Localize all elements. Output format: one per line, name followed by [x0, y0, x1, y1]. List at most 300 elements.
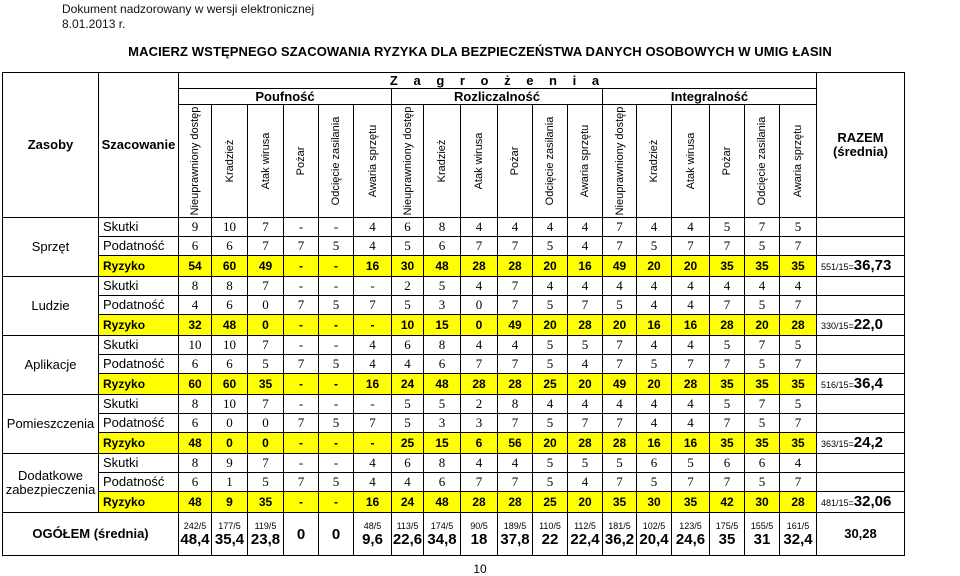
- matrix-value-cell: 20: [637, 256, 672, 277]
- matrix-value-cell: -: [284, 395, 319, 414]
- average-fraction: 123/5: [679, 520, 702, 531]
- matrix-value-cell: 5: [745, 296, 780, 315]
- matrix-value-cell: 7: [710, 355, 745, 374]
- matrix-value-cell: 7: [498, 355, 533, 374]
- matrix-value-cell: -: [319, 336, 354, 355]
- matrix-value-cell: 5: [533, 336, 568, 355]
- total-value: 32,06: [853, 492, 892, 510]
- matrix-value-cell: 5: [533, 414, 568, 433]
- asset-row-podatnosc: [3, 296, 905, 315]
- matrix-value-cell: 7: [354, 296, 392, 315]
- matrix-value-cell: 20: [533, 315, 568, 336]
- row-total-cell: [817, 433, 905, 454]
- overall-column-average: [461, 513, 498, 556]
- matrix-value-cell: 42: [710, 492, 745, 513]
- matrix-value-cell: 24: [392, 492, 424, 513]
- threat-name: Atak wirusa: [473, 132, 485, 190]
- matrix-value-cell: 4: [745, 277, 780, 296]
- matrix-value-cell: 5: [745, 237, 780, 256]
- matrix-value-cell: 4: [461, 277, 498, 296]
- matrix-value-cell: 8: [212, 277, 248, 296]
- threat-name: Atak wirusa: [259, 132, 272, 190]
- asset-name: Pomieszczenia: [3, 395, 99, 454]
- matrix-value-cell: 7: [284, 414, 319, 433]
- row-total-cell: [817, 277, 905, 296]
- threat-name: Pożar: [509, 146, 521, 176]
- matrix-value-cell: 5: [672, 454, 710, 473]
- matrix-value-cell: 5: [533, 355, 568, 374]
- matrix-value-cell: 16: [672, 433, 710, 454]
- average-fraction: 113/5: [396, 520, 419, 531]
- threat-column-header: [354, 105, 392, 218]
- matrix-value-cell: -: [319, 218, 354, 237]
- matrix-value-cell: 4: [354, 336, 392, 355]
- matrix-value-cell: 4: [568, 218, 603, 237]
- matrix-value-cell: 7: [710, 473, 745, 492]
- matrix-value-cell: 1: [212, 473, 248, 492]
- matrix-value-cell: 5: [533, 237, 568, 256]
- average-fraction: 119/5: [254, 520, 277, 531]
- matrix-value-cell: 7: [780, 414, 817, 433]
- row-total-cell: [817, 454, 905, 473]
- matrix-value-cell: 48: [179, 433, 212, 454]
- matrix-value-cell: 28: [780, 315, 817, 336]
- overall-column-average: [710, 513, 745, 556]
- matrix-value-cell: -: [284, 374, 319, 395]
- total-fraction: 516/15=: [821, 379, 854, 390]
- matrix-value-cell: 15: [424, 315, 461, 336]
- matrix-value-cell: 20: [533, 433, 568, 454]
- matrix-value-cell: 5: [319, 355, 354, 374]
- matrix-value-cell: -: [319, 374, 354, 395]
- matrix-value-cell: 6: [424, 237, 461, 256]
- matrix-value-cell: 25: [533, 492, 568, 513]
- threat-column-header: [212, 105, 248, 218]
- average-value: 48,4: [180, 530, 210, 548]
- matrix-value-cell: 20: [745, 315, 780, 336]
- matrix-value-cell: 7: [498, 277, 533, 296]
- matrix-value-cell: 7: [672, 237, 710, 256]
- matrix-value-cell: 35: [780, 374, 817, 395]
- matrix-value-cell: 5: [392, 237, 424, 256]
- matrix-value-cell: 2: [392, 277, 424, 296]
- matrix-value-cell: 7: [672, 355, 710, 374]
- matrix-value-cell: 7: [710, 237, 745, 256]
- average-value: 36,2: [604, 530, 635, 548]
- threat-name: Pożar: [295, 146, 307, 176]
- threat-column-header: [461, 105, 498, 218]
- matrix-value-cell: -: [354, 395, 392, 414]
- threat-name: Nieuprawniony dostęp: [189, 106, 201, 216]
- row-total-cell: [817, 414, 905, 433]
- matrix-value-cell: -: [284, 492, 319, 513]
- matrix-value-cell: 4: [392, 473, 424, 492]
- matrix-value-cell: 35: [780, 433, 817, 454]
- matrix-value-cell: 4: [354, 218, 392, 237]
- matrix-value-cell: 16: [672, 315, 710, 336]
- matrix-value-cell: 3: [424, 296, 461, 315]
- total-value: 24,2: [853, 433, 883, 451]
- matrix-value-cell: 4: [354, 237, 392, 256]
- matrix-value-cell: 5: [392, 414, 424, 433]
- matrix-value-cell: 7: [461, 237, 498, 256]
- matrix-value-cell: 28: [603, 433, 637, 454]
- matrix-value-cell: 10: [212, 336, 248, 355]
- row-total-cell: [817, 336, 905, 355]
- matrix-value-cell: 35: [248, 374, 284, 395]
- threat-name: Atak wirusa: [684, 132, 697, 190]
- matrix-value-cell: 20: [533, 256, 568, 277]
- matrix-value-cell: 5: [319, 237, 354, 256]
- threat-name: Nieuprawniony dostęp: [401, 106, 414, 216]
- threat-column-header: [533, 105, 568, 218]
- matrix-value-cell: 48: [179, 492, 212, 513]
- matrix-value-cell: 5: [745, 414, 780, 433]
- matrix-value-cell: 4: [672, 277, 710, 296]
- row-total-cell: [817, 492, 905, 513]
- matrix-value-cell: 35: [745, 374, 780, 395]
- total-fraction: 330/15=: [821, 320, 854, 331]
- matrix-value-cell: 7: [780, 355, 817, 374]
- matrix-value-cell: 35: [710, 256, 745, 277]
- matrix-value-cell: 4: [568, 237, 603, 256]
- overall-column-average: [745, 513, 780, 556]
- threat-group-0: Poufność: [179, 89, 392, 105]
- matrix-value-cell: 0: [248, 414, 284, 433]
- matrix-value-cell: 10: [212, 395, 248, 414]
- matrix-value-cell: 10: [392, 315, 424, 336]
- matrix-value-cell: 4: [672, 336, 710, 355]
- matrix-value-cell: 5: [637, 237, 672, 256]
- matrix-value-cell: 6: [179, 355, 212, 374]
- overall-average-row: [3, 513, 905, 556]
- matrix-value-cell: -: [319, 492, 354, 513]
- matrix-value-cell: 4: [672, 395, 710, 414]
- matrix-value-cell: 5: [710, 395, 745, 414]
- average-fraction: 174/5: [430, 520, 454, 531]
- matrix-value-cell: 5: [248, 473, 284, 492]
- matrix-value-cell: -: [354, 433, 392, 454]
- matrix-value-cell: 4: [780, 454, 817, 473]
- matrix-value-cell: 7: [284, 296, 319, 315]
- overall-column-average: [672, 513, 710, 556]
- matrix-value-cell: 8: [179, 454, 212, 473]
- matrix-value-cell: 6: [179, 414, 212, 433]
- matrix-value-cell: 5: [392, 296, 424, 315]
- measure-label: Skutki: [99, 218, 179, 237]
- threat-name: Pożar: [721, 146, 733, 176]
- matrix-value-cell: 35: [603, 492, 637, 513]
- matrix-value-cell: 5: [533, 296, 568, 315]
- matrix-value-cell: 48: [424, 256, 461, 277]
- asset-name: Aplikacje: [3, 336, 99, 395]
- matrix-value-cell: 5: [780, 395, 817, 414]
- threat-name: Odcięcie zasilania: [330, 116, 342, 206]
- matrix-value-cell: 4: [533, 218, 568, 237]
- overall-column-average: [319, 513, 354, 556]
- matrix-value-cell: 5: [248, 355, 284, 374]
- matrix-value-cell: -: [284, 256, 319, 277]
- assessment-header: Szacowanie: [99, 73, 179, 218]
- matrix-value-cell: 7: [780, 473, 817, 492]
- threat-name: Kradzież: [223, 139, 236, 183]
- matrix-value-cell: 7: [248, 237, 284, 256]
- matrix-value-cell: 4: [533, 277, 568, 296]
- matrix-value-cell: 4: [533, 395, 568, 414]
- matrix-value-cell: -: [319, 454, 354, 473]
- average-value: 22: [541, 530, 559, 548]
- measure-label: Podatność: [99, 296, 179, 315]
- matrix-value-cell: -: [284, 454, 319, 473]
- matrix-value-cell: 20: [637, 374, 672, 395]
- matrix-value-cell: 28: [568, 315, 603, 336]
- matrix-value-cell: 5: [745, 355, 780, 374]
- row-total-cell: [817, 355, 905, 374]
- matrix-value-cell: 4: [498, 218, 533, 237]
- matrix-value-cell: 0: [248, 433, 284, 454]
- average-fraction: 155/5: [750, 520, 774, 531]
- average-value: 22,4: [570, 530, 600, 548]
- matrix-value-cell: 4: [461, 218, 498, 237]
- overall-column-average: [354, 513, 392, 556]
- overall-column-average: [392, 513, 424, 556]
- matrix-value-cell: 60: [212, 256, 248, 277]
- average-fraction: 242/5: [183, 520, 207, 531]
- asset-row-ryzyko: [3, 315, 905, 336]
- matrix-value-cell: 9: [179, 218, 212, 237]
- matrix-value-cell: 28: [568, 433, 603, 454]
- overall-label: OGÓŁEM (średnia): [3, 513, 179, 556]
- total-fraction: 363/15=: [821, 438, 854, 449]
- matrix-value-cell: 0: [248, 315, 284, 336]
- document-status-note: [62, 2, 314, 32]
- average-value: 35,4: [214, 530, 245, 548]
- matrix-value-cell: 7: [672, 473, 710, 492]
- matrix-value-cell: 10: [179, 336, 212, 355]
- matrix-value-cell: 35: [710, 433, 745, 454]
- measure-label: Podatność: [99, 414, 179, 433]
- measure-label: Skutki: [99, 395, 179, 414]
- asset-row-podatnosc: [3, 473, 905, 492]
- matrix-value-cell: 6: [637, 454, 672, 473]
- matrix-value-cell: 5: [424, 277, 461, 296]
- matrix-value-cell: 4: [354, 454, 392, 473]
- asset-row-ryzyko: [3, 256, 905, 277]
- matrix-value-cell: 8: [424, 218, 461, 237]
- status-line-2: 8.01.2013 r.: [62, 17, 126, 31]
- overall-column-average: [780, 513, 817, 556]
- matrix-value-cell: 35: [745, 433, 780, 454]
- matrix-value-cell: 7: [498, 414, 533, 433]
- matrix-value-cell: -: [284, 315, 319, 336]
- matrix-value-cell: 16: [354, 374, 392, 395]
- matrix-value-cell: 0: [461, 315, 498, 336]
- matrix-value-cell: 4: [637, 414, 672, 433]
- matrix-value-cell: -: [284, 218, 319, 237]
- matrix-value-cell: 7: [498, 237, 533, 256]
- average-value: 37,8: [500, 530, 530, 548]
- matrix-value-cell: 4: [672, 414, 710, 433]
- measure-label: Ryzyko: [99, 315, 179, 336]
- asset-name: Ludzie: [3, 277, 99, 336]
- matrix-value-cell: 56: [498, 433, 533, 454]
- overall-column-average: [284, 513, 319, 556]
- threats-header: Z a g r o ż e n i a: [179, 73, 817, 89]
- matrix-value-cell: 5: [780, 218, 817, 237]
- overall-column-average: [212, 513, 248, 556]
- matrix-value-cell: 20: [603, 315, 637, 336]
- matrix-value-cell: 5: [319, 414, 354, 433]
- matrix-value-cell: 4: [710, 277, 745, 296]
- matrix-value-cell: 5: [603, 454, 637, 473]
- average-fraction: 181/5: [608, 520, 631, 531]
- matrix-value-cell: 16: [354, 256, 392, 277]
- matrix-value-cell: 4: [637, 296, 672, 315]
- measure-label: Ryzyko: [99, 256, 179, 277]
- overall-column-average: [179, 513, 212, 556]
- asset-row-ryzyko: [3, 374, 905, 395]
- matrix-value-cell: 8: [498, 395, 533, 414]
- row-total-cell: [817, 237, 905, 256]
- matrix-value-cell: 16: [568, 256, 603, 277]
- matrix-value-cell: 28: [780, 492, 817, 513]
- total-fraction: 481/15=: [821, 497, 854, 508]
- matrix-value-cell: 4: [637, 395, 672, 414]
- matrix-value-cell: 7: [248, 218, 284, 237]
- threat-column-header: [710, 105, 745, 218]
- matrix-value-cell: 4: [354, 355, 392, 374]
- matrix-value-cell: 5: [637, 355, 672, 374]
- matrix-value-cell: 0: [212, 433, 248, 454]
- matrix-value-cell: 0: [248, 296, 284, 315]
- matrix-value-cell: 4: [568, 395, 603, 414]
- matrix-value-cell: 60: [179, 374, 212, 395]
- matrix-value-cell: 7: [710, 296, 745, 315]
- matrix-value-cell: 9: [212, 492, 248, 513]
- matrix-value-cell: 7: [780, 296, 817, 315]
- matrix-value-cell: 7: [780, 237, 817, 256]
- average-fraction: 48/5: [363, 520, 382, 531]
- threat-name: Kradzież: [436, 139, 448, 183]
- measure-label: Podatność: [99, 473, 179, 492]
- average-value: 24,6: [675, 530, 706, 548]
- matrix-value-cell: 16: [637, 315, 672, 336]
- matrix-value-cell: 6: [212, 237, 248, 256]
- threat-name: Awaria sprzętu: [792, 124, 804, 198]
- matrix-value-cell: 0: [461, 296, 498, 315]
- row-total-cell: [817, 374, 905, 395]
- matrix-value-cell: 6: [745, 454, 780, 473]
- matrix-value-cell: 6: [212, 355, 248, 374]
- asset-name: Sprzęt: [3, 218, 99, 277]
- matrix-value-cell: 48: [424, 374, 461, 395]
- matrix-value-cell: -: [319, 277, 354, 296]
- matrix-value-cell: 4: [461, 336, 498, 355]
- row-total-cell: [817, 296, 905, 315]
- threat-column-header: [392, 105, 424, 218]
- average-fraction: 110/5: [539, 520, 561, 531]
- average-value: 20,4: [639, 530, 669, 548]
- matrix-value-cell: 4: [637, 218, 672, 237]
- matrix-value-cell: 49: [603, 256, 637, 277]
- asset-row-ryzyko: [3, 433, 905, 454]
- total-average-header: RAZEM (średnia): [817, 73, 905, 218]
- matrix-value-cell: 4: [637, 277, 672, 296]
- matrix-value-cell: 7: [603, 237, 637, 256]
- matrix-value-cell: 28: [498, 374, 533, 395]
- matrix-value-cell: -: [319, 433, 354, 454]
- matrix-value-cell: 5: [424, 395, 461, 414]
- matrix-value-cell: 4: [603, 395, 637, 414]
- matrix-value-cell: 3: [461, 414, 498, 433]
- matrix-value-cell: 4: [461, 454, 498, 473]
- measure-label: Ryzyko: [99, 433, 179, 454]
- row-total-cell: [817, 315, 905, 336]
- matrix-value-cell: 6: [392, 218, 424, 237]
- matrix-value-cell: -: [319, 315, 354, 336]
- total-value: 22,0: [853, 315, 883, 333]
- threat-name: Kradzież: [648, 139, 660, 183]
- matrix-value-cell: 4: [179, 296, 212, 315]
- average-value: 34,8: [427, 530, 457, 548]
- matrix-value-cell: 7: [248, 454, 284, 473]
- threat-name: Nieuprawniony dostęp: [613, 106, 626, 216]
- row-total-cell: [817, 395, 905, 414]
- matrix-value-cell: -: [354, 315, 392, 336]
- matrix-value-cell: 20: [568, 374, 603, 395]
- matrix-value-cell: 32: [179, 315, 212, 336]
- matrix-value-cell: 6: [710, 454, 745, 473]
- matrix-value-cell: 4: [672, 296, 710, 315]
- matrix-value-cell: 7: [248, 395, 284, 414]
- matrix-value-cell: 35: [780, 256, 817, 277]
- threat-column-header: [745, 105, 780, 218]
- threat-group-1: Rozliczalność: [392, 89, 603, 105]
- total-fraction: 551/15=: [821, 261, 854, 272]
- matrix-value-cell: 3: [424, 414, 461, 433]
- matrix-value-cell: 28: [672, 374, 710, 395]
- matrix-value-cell: 25: [392, 433, 424, 454]
- threat-column-header: [780, 105, 817, 218]
- matrix-value-cell: 5: [568, 454, 603, 473]
- risk-matrix-table: [2, 72, 905, 556]
- total-value: 36,4: [853, 374, 883, 392]
- matrix-value-cell: 49: [498, 315, 533, 336]
- measure-label: Ryzyko: [99, 374, 179, 395]
- matrix-value-cell: 7: [710, 414, 745, 433]
- threat-name: Odcięcie zasilania: [756, 116, 768, 206]
- matrix-value-cell: 6: [392, 454, 424, 473]
- average-fraction: 175/5: [715, 520, 739, 531]
- matrix-value-cell: -: [319, 256, 354, 277]
- asset-row-skutki: [3, 454, 905, 473]
- matrix-value-cell: -: [284, 336, 319, 355]
- threat-column-header: [179, 105, 212, 218]
- measure-label: Skutki: [99, 277, 179, 296]
- matrix-value-cell: 0: [212, 414, 248, 433]
- matrix-value-cell: 8: [179, 395, 212, 414]
- matrix-value-cell: 6: [424, 473, 461, 492]
- average-fraction: 112/5: [574, 520, 596, 531]
- average-value: 31: [753, 530, 771, 548]
- matrix-value-cell: 4: [568, 277, 603, 296]
- matrix-value-cell: 30: [637, 492, 672, 513]
- matrix-value-cell: 8: [424, 454, 461, 473]
- threat-column-header: [498, 105, 533, 218]
- average-fraction: 189/5: [503, 520, 527, 531]
- threat-column-header: [672, 105, 710, 218]
- matrix-value-cell: 7: [745, 336, 780, 355]
